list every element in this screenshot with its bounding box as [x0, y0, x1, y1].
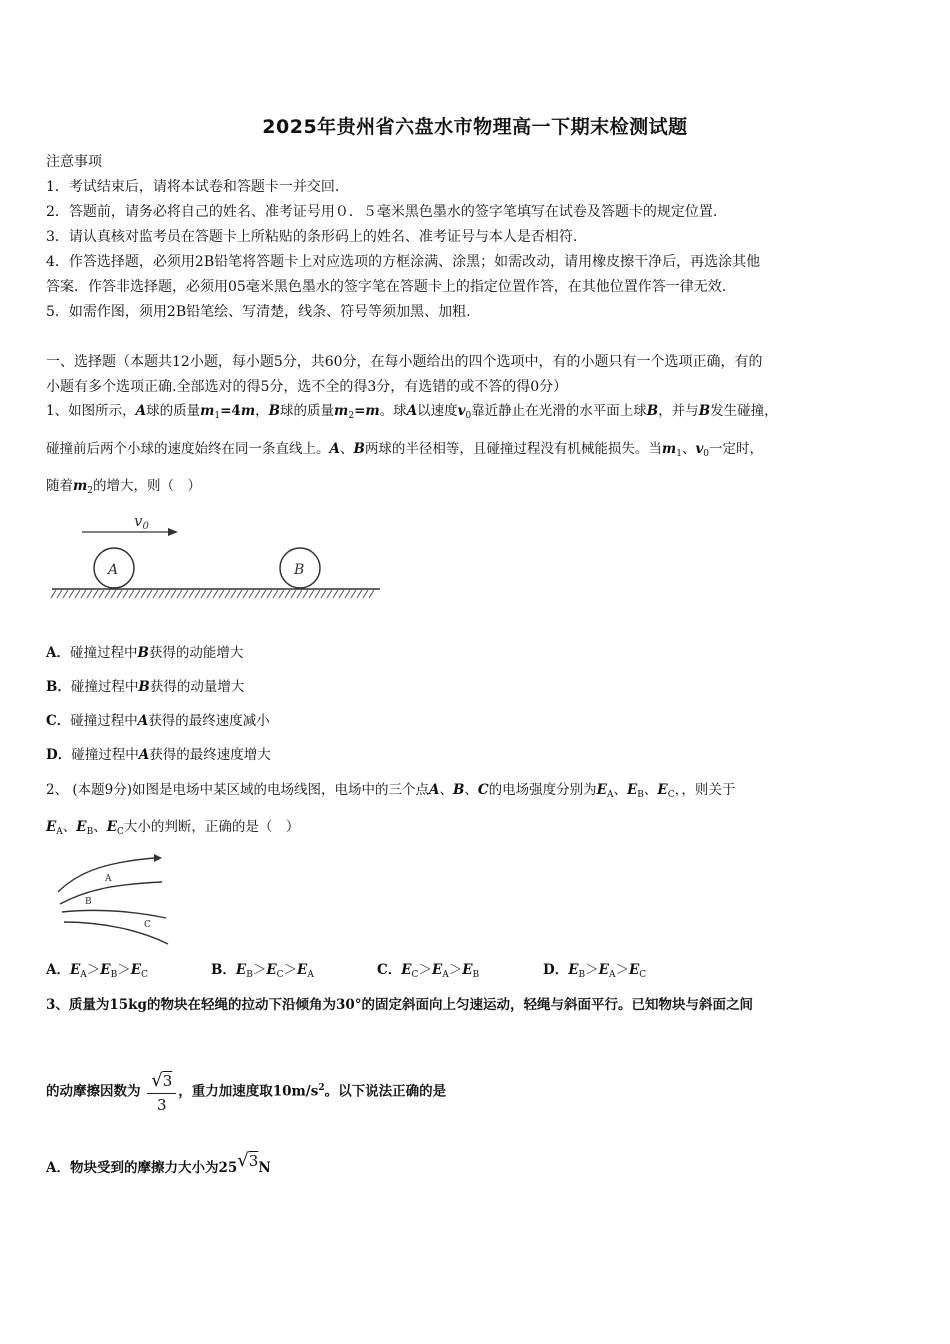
ball-b-label: B	[294, 562, 305, 578]
q1-option-d[interactable]: D．碰撞过程中A获得的最终速度增大	[46, 747, 271, 763]
section-header-line-2: 小题有多个选项正确.全部选对的得5分，选不全的得3分，有选错的或不答的得0分）	[46, 379, 568, 395]
hatch-mark	[51, 590, 56, 598]
hatch-mark	[81, 590, 86, 598]
q2-line-2: $E_A$、$E_B$、$E_C$大小的判断，正确的是（ ）	[46, 819, 300, 837]
q1-option-b[interactable]: B．碰撞过程中B获得的动量增大	[46, 679, 245, 695]
ground-hatching	[51, 590, 374, 598]
hatch-mark	[309, 590, 314, 598]
q3-line-1: 3、质量为15kg的物块在轻绳的拉动下沿倾角为30°的固定斜面向上匀速运动，轻绳与斜面平行。已知物块与斜面之间	[46, 997, 754, 1013]
q2-option-c[interactable]: C．$E_C>E_A>E_B$	[377, 962, 480, 980]
ball-a-label: A	[108, 562, 119, 578]
hatch-mark	[153, 590, 158, 598]
hatch-mark	[267, 590, 272, 598]
hatch-mark	[297, 590, 302, 598]
field-line-2	[60, 882, 162, 904]
hatch-mark	[201, 590, 206, 598]
hatch-mark	[327, 590, 332, 598]
q2-option-b[interactable]: B．$E_B>E_C>E_A$	[211, 962, 314, 980]
hatch-mark	[135, 590, 140, 598]
hatch-mark	[315, 590, 320, 598]
q1-line-2: 碰撞前后两个小球的速度始终在同一条直线上。A、B两球的半径相等，且碰撞过程没有机械能损失。当$m_1$、$v_0$一定时，	[46, 441, 764, 459]
q1-collision-figure	[50, 508, 385, 608]
hatch-mark	[213, 590, 218, 598]
field-line-3	[62, 910, 166, 918]
q1-line-1: 1、如图所示，A球的质量$m_1=4m$，B球的质量$m_2=m$。球A以速度$v_0$靠近静止在光滑的水平面上球B，并与B发生碰撞，	[46, 403, 778, 421]
point-c-label: C	[144, 920, 151, 930]
hatch-mark	[345, 590, 350, 598]
hatch-mark	[63, 590, 68, 598]
sqrt-icon: √	[237, 1150, 249, 1171]
hatch-mark	[141, 590, 146, 598]
q1-option-a[interactable]: A．碰撞过程中B获得的动能增大	[46, 645, 244, 661]
q3-option-a[interactable]: A．物块受到的摩擦力大小为25√3N	[46, 1150, 271, 1176]
hatch-mark	[237, 590, 242, 598]
hatch-mark	[321, 590, 326, 598]
hatch-mark	[207, 590, 212, 598]
hatch-mark	[363, 590, 368, 598]
hatch-mark	[69, 590, 74, 598]
hatch-mark	[177, 590, 182, 598]
velocity-label: $v_0$	[134, 512, 149, 532]
notice-item-4-cont: 答案．作答非选择题，必须用05毫米黑色墨水的签字笔在答题卡上的指定位置作答，在其他位置作答一律无效.	[46, 279, 727, 295]
hatch-mark	[189, 590, 194, 598]
hatch-mark	[87, 590, 92, 598]
hatch-mark	[333, 590, 338, 598]
hatch-mark	[99, 590, 104, 598]
hatch-mark	[57, 590, 62, 598]
hatch-mark	[183, 590, 188, 598]
q2-option-a[interactable]: A．$E_A>E_B>E_C$	[46, 962, 148, 980]
hatch-mark	[351, 590, 356, 598]
hatch-mark	[357, 590, 362, 598]
section-header-line-1: 一、选择题（本题共12小题，每小题5分，共60分，在每小题给出的四个选项中，有的小题只有一个选项正确，有的	[46, 354, 763, 370]
hatch-mark	[171, 590, 176, 598]
hatch-mark	[195, 590, 200, 598]
point-a-label: A	[105, 874, 112, 884]
notice-heading: 注意事项	[46, 154, 102, 170]
page-title: 2025年贵州省六盘水市物理高一下期末检测试题	[262, 116, 688, 138]
hatch-mark	[219, 590, 224, 598]
hatch-mark	[159, 590, 164, 598]
hatch-mark	[165, 590, 170, 598]
q2-field-lines-figure	[50, 852, 180, 948]
hatch-mark	[129, 590, 134, 598]
friction-coefficient-fraction: $\frac{√3}{3}$	[147, 1069, 176, 1116]
notice-item-4: 4．作答选择题，必须用2B铅笔将答题卡上对应选项的方框涂满、涂黑；如需改动，请用橡皮擦干净后，再选涂其他	[46, 254, 761, 270]
q3-line-2: 的动摩擦因数为 $\frac{√3}{3}$ ，重力加速度取$10m/s^2$。以下说法正确的是	[46, 1069, 447, 1114]
q2-option-d[interactable]: D．$E_B>E_A>E_C$	[543, 962, 647, 980]
q2-line-1: 2、 (本题9分)如图是电场中某区域的电场线图，电场中的三个点A、B、C的电场强度分别为$E_A$、$E_B$、$E_C$，，则关于	[46, 782, 736, 800]
notice-item-3: 3．请认真核对监考员在答题卡上所粘贴的条形码上的姓名、准考证号与本人是否相符.	[46, 229, 578, 245]
hatch-mark	[93, 590, 98, 598]
hatch-mark	[105, 590, 110, 598]
hatch-mark	[339, 590, 344, 598]
hatch-mark	[243, 590, 248, 598]
field-line-4	[64, 922, 168, 944]
hatch-mark	[285, 590, 290, 598]
hatch-mark	[303, 590, 308, 598]
hatch-mark	[249, 590, 254, 598]
sqrt-icon: √	[151, 1069, 163, 1091]
field-line-1-arrow	[154, 854, 162, 862]
q1-option-c[interactable]: C．碰撞过程中A获得的最终速度减小	[46, 713, 270, 729]
velocity-arrow-head	[168, 528, 178, 536]
notice-item-2: 2．答题前，请务必将自己的姓名、准考证号用０．５毫米黑色墨水的签字笔填写在试卷及答题卡的规定位置.	[46, 204, 718, 220]
hatch-mark	[225, 590, 230, 598]
hatch-mark	[123, 590, 128, 598]
hatch-mark	[231, 590, 236, 598]
hatch-mark	[279, 590, 284, 598]
q1-line-3: 随着$m_2$的增大，则（ ）	[46, 478, 202, 496]
hatch-mark	[111, 590, 116, 598]
hatch-mark	[255, 590, 260, 598]
hatch-mark	[147, 590, 152, 598]
hatch-mark	[369, 590, 374, 598]
notice-item-1: 1．考试结束后，请将本试卷和答题卡一并交回.	[46, 179, 340, 195]
hatch-mark	[261, 590, 266, 598]
hatch-mark	[273, 590, 278, 598]
hatch-mark	[117, 590, 122, 598]
hatch-mark	[75, 590, 80, 598]
hatch-mark	[291, 590, 296, 598]
point-b-label: B	[85, 897, 92, 907]
notice-item-5: 5．如需作图，须用2B铅笔绘、写清楚，线条、符号等须加黑、加粗.	[46, 304, 471, 320]
